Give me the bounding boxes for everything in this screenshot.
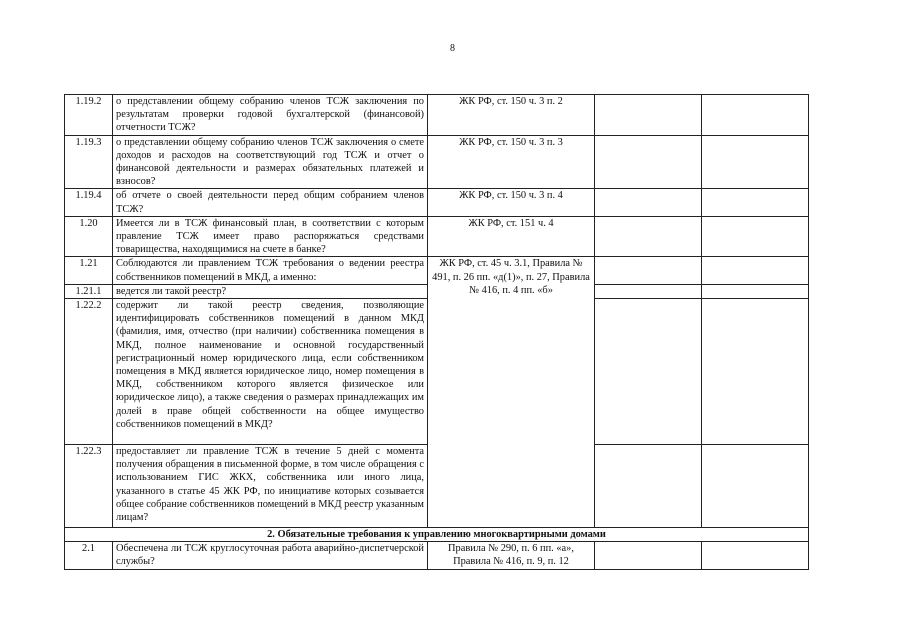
row-number: 1.19.3 [65,135,113,189]
row-number: 1.21 [65,257,113,284]
requirement-text: содержит ли такой реестр сведения, позволяющие идентифицировать собственников помещений в данном МКД (фамилия, имя, отчество (при наличии) собственника помещения в МКД, полное наименование и основной государственный регистрационный номер юридического лица, если собственником помещения в МКД является юридическое лицо, номер помещения в МКД, собственником которого является физическое или юридическое лицо), а также сведения о размерах принадлежащих им долей в праве общей собственности на общее имущество собственников помещений в МКД? [113,299,428,445]
row-number: 1.20 [65,216,113,257]
checklist-table [64,94,809,570]
answer-cell[interactable] [595,135,702,189]
note-cell[interactable] [702,257,809,284]
requirement-text: Имеется ли в ТСЖ финансовый план, в соответствии с которым правление ТСЖ имеет право распоряжаться средствами товарищества, находящимися на счете в банке? [113,216,428,257]
note-cell[interactable] [702,216,809,257]
answer-cell[interactable] [595,216,702,257]
requirement-text: предоставляет ли правление ТСЖ в течение 5 дней с момента получения обращения в письменной форме, в том числе обращения с использованием ГИС ЖКХ, собственника или иного лица, указанного в статье 45 ЖК РФ, по инициативе которых созывается общее собрание собственников помещений в МКД реестр указанным лицам? [113,445,428,528]
requirement-text: о представлении общему собранию членов ТСЖ заключения о смете доходов и расходов на соответствующий год ТСЖ и отчет о финансовой деятельности и размерах обязательных платежей и взносов? [113,135,428,189]
section-header-row [65,528,809,542]
table-row [65,95,809,136]
row-number: 1.19.4 [65,189,113,216]
row-number: 2.1 [65,542,113,569]
table-row [65,257,809,284]
requirement-text: об отчете о своей деятельности перед общим собранием членов ТСЖ? [113,189,428,216]
requirement-text: Соблюдаются ли правлением ТСЖ требования о ведении реестра собственников помещений в МКД, а именно: [113,257,428,284]
note-cell[interactable] [702,284,809,298]
legal-reference: ЖК РФ, ст. 150 ч. 3 п. 3 [428,135,595,189]
legal-reference: ЖК РФ, ст. 151 ч. 4 [428,216,595,257]
requirement-text: Обеспечена ли ТСЖ круглосуточная работа аварийно-диспетчерской службы? [113,542,428,569]
requirement-text: ведется ли такой реестр? [113,284,428,298]
row-number: 1.22.2 [65,299,113,445]
answer-cell[interactable] [595,542,702,569]
answer-cell[interactable] [595,257,702,284]
page-number: 8 [450,43,455,54]
answer-cell[interactable] [595,299,702,445]
answer-cell[interactable] [595,189,702,216]
answer-cell[interactable] [595,445,702,528]
note-cell[interactable] [702,542,809,569]
note-cell[interactable] [702,95,809,136]
legal-reference: ЖК РФ, ст. 150 ч. 3 п. 4 [428,189,595,216]
row-number: 1.19.2 [65,95,113,136]
table-row [65,216,809,257]
table-row [65,542,809,569]
note-cell[interactable] [702,299,809,445]
answer-cell[interactable] [595,95,702,136]
table-row [65,189,809,216]
legal-reference: ЖК РФ, ст. 150 ч. 3 п. 2 [428,95,595,136]
requirement-text: о представлении общему собранию членов ТСЖ заключения по результатам проверки годовой бухгалтерской (финансовой) отчетности ТСЖ? [113,95,428,136]
row-number: 1.22.3 [65,445,113,528]
row-number: 1.21.1 [65,284,113,298]
answer-cell[interactable] [595,284,702,298]
note-cell[interactable] [702,189,809,216]
note-cell[interactable] [702,135,809,189]
section-title: 2. Обязательные требования к управлению многоквартирными домами [65,528,809,542]
legal-reference: Правила № 290, п. 6 пп. «а», Правила № 416, п. 9, п. 12 [428,542,595,569]
legal-reference: ЖК РФ, ст. 45 ч. 3.1, Правила № 491, п. 26 пп. «д(1)», п. 27, Правила № 416, п. 4 пп. «б» [428,257,595,528]
note-cell[interactable] [702,445,809,528]
table-row [65,135,809,189]
